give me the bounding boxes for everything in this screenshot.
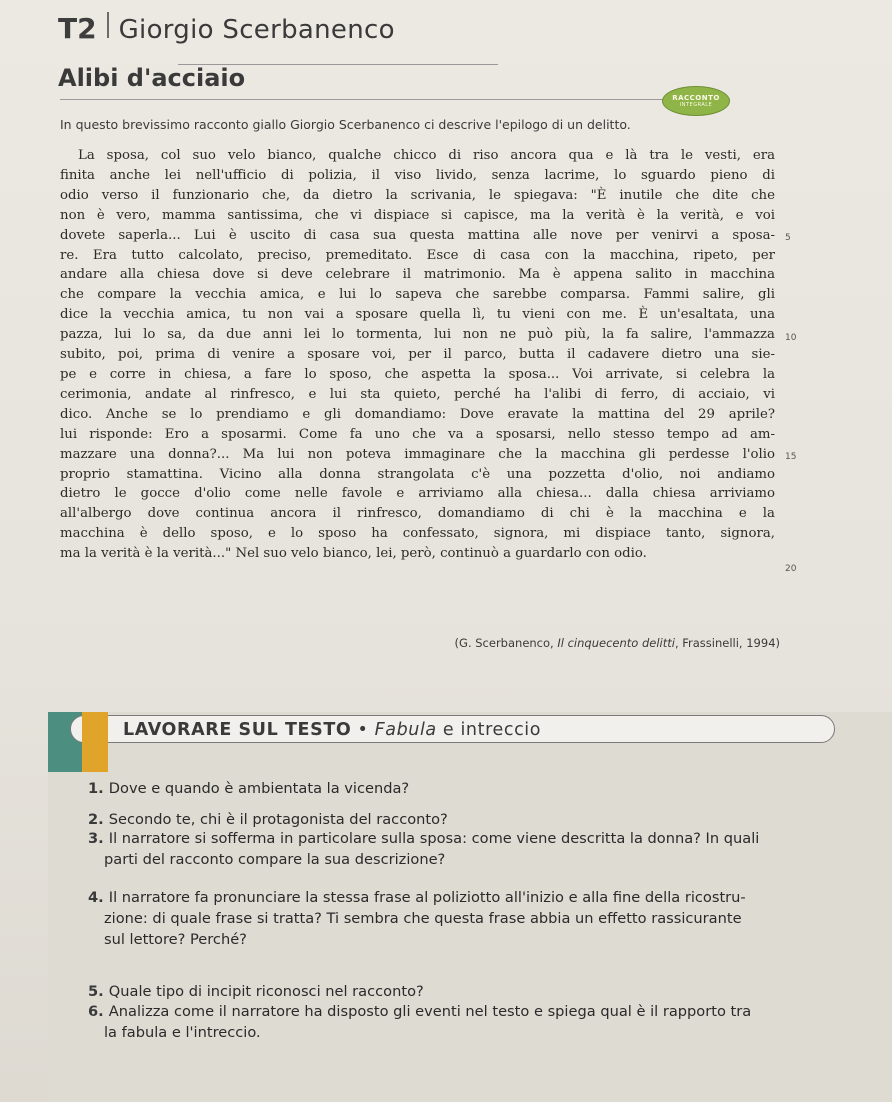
- exercise-question: [88, 887, 848, 950]
- story-text: [60, 146, 775, 564]
- story-line: ma la verità è la verità..." Nel suo velo bianco, lei, però, continuò a guardarlo con odio.: [60, 546, 647, 562]
- story-line: macchina è dello sposo, e lo sposo ha confessato, signora, mi dispiace tanto, signora,: [60, 526, 775, 542]
- line-number: 5: [785, 233, 791, 243]
- author-name: Giorgio Scerbanenco: [118, 15, 395, 45]
- exercise-question: [88, 778, 848, 799]
- question-text: zione: di quale frase si tratta? Ti sembra che questa frase abbia un effetto rassicurante: [104, 910, 742, 927]
- story-line: proprio stamattina. Vicino alla donna strangolata c'è una pozzetta d'olio, noi andiamo: [60, 466, 775, 482]
- question-number: 6.: [88, 1003, 109, 1020]
- story-line: dovete saperla... Lui è uscito di casa sua questa mattina alle nove per venirvi a sposa-: [60, 227, 775, 243]
- line-number: 15: [785, 452, 797, 462]
- story-line: re. Era tutto calcolato, preciso, premeditato. Esce di casa con la macchina, ripeto, per: [60, 247, 775, 263]
- exercise-question: [88, 981, 848, 1002]
- exercise-question: [88, 828, 848, 870]
- question-text: Il narratore fa pronunciare la stessa frase al poliziotto all'inizio e alla fine della ricostru-: [108, 889, 746, 906]
- question-text: la fabula e l'intreccio.: [104, 1024, 261, 1041]
- story-line: cerimonia, andate al rinfresco, e lui sta quieto, perché ha l'alibi di ferro, di acciaio, vi: [60, 386, 775, 402]
- unit-number: T2: [58, 12, 97, 45]
- story-line: pazza, lui lo sa, da due anni lei lo tormenta, lui non ne può più, la fa salire, l'ammazza: [60, 327, 775, 343]
- story-line: all'albergo dove continua ancora il rinfresco, domandiamo di chi è la macchina e la: [60, 506, 775, 522]
- intro-text: In questo brevissimo racconto giallo Giorgio Scerbanenco ci descrive l'epilogo di un delitto.: [60, 117, 631, 132]
- story-line: subito, poi, prima di venire a sposare voi, per il parco, butta il cadavere dietro una sie-: [60, 347, 775, 363]
- exercise-question: [88, 809, 848, 830]
- title-rule: [60, 99, 730, 100]
- source-citation: (G. Scerbanenco, Il cinquecento delitti, Frassinelli, 1994): [454, 636, 780, 650]
- exercise-question: [88, 1001, 848, 1043]
- question-number: 5.: [88, 983, 109, 1000]
- story-line: mazzare una donna?... Ma lui non poteva immaginare che la macchina gli perdesse l'olio: [60, 446, 775, 462]
- story-line: dice la vecchia amica, tu non vai a sposare quella lì, tu vieni con me. È un'esaltata, una: [60, 307, 775, 323]
- story-line: dietro le gocce d'olio come nelle favole e arriviamo alla chiesa... dalla chiesa arriviamo: [60, 486, 775, 502]
- header-separator: [107, 12, 109, 38]
- question-text: Dove e quando è ambientata la vicenda?: [108, 780, 410, 797]
- question-text: Secondo te, chi è il protagonista del racconto?: [108, 811, 448, 828]
- question-number: 1.: [88, 780, 109, 797]
- story-line: andare alla chiesa dove si deve celebrare il matrimonio. Ma è appena salito in macchina: [60, 267, 775, 283]
- story-line: lui risponde: Ero a sposarmi. Come fa uno che va a sposarsi, nello stesso tempo ad am-: [60, 426, 775, 442]
- question-number: 2.: [88, 811, 109, 828]
- line-number: 20: [785, 564, 797, 574]
- question-number: 4.: [88, 889, 109, 906]
- story-line: dico. Anche se lo prendiamo e gli domandiamo: Dove eravate la mattina del 29 aprile?: [60, 406, 775, 422]
- line-number: 10: [785, 333, 797, 343]
- story-line: non è vero, mamma santissima, che vi dispiace si capisce, ma la verità è la verità, e voi: [60, 207, 775, 223]
- question-text: Il narratore si sofferma in particolare sulla sposa: come viene descritta la donna? In quali: [108, 830, 760, 847]
- story-line: pe e corre in chiesa, a fare lo sposo, che aspetta la sposa... Voi arrivate, si celebra la: [60, 366, 775, 382]
- question-text: Analizza come il narratore ha disposto gli eventi nel testo e spiega qual è il rapporto tra: [108, 1003, 752, 1020]
- story-line: La sposa, col suo velo bianco, qualche chicco di riso ancora qua e là tra le vesti, era: [78, 148, 775, 163]
- question-text: sul lettore? Perché?: [104, 931, 247, 948]
- story-line: finita anche lei nell'ufficio di polizia, il viso livido, senza lacrime, lo sguardo pieno di: [60, 167, 775, 183]
- question-text: Quale tipo di incipit riconosci nel racconto?: [108, 983, 424, 1000]
- story-line: che compare la vecchia amica, e lui lo sapeva che sarebbe comparsa. Fammi salire, gli: [60, 287, 775, 303]
- exercises-title: LAVORARE SUL TESTO • Fabula e intreccio: [123, 720, 542, 740]
- racconto-integrale-badge: RACCONTO INTEGRALE: [662, 86, 730, 116]
- question-text: parti del racconto compare la sua descrizione?: [104, 851, 446, 868]
- story-title: Alibi d'acciaio: [58, 64, 246, 92]
- exercises-orange-tab: [82, 712, 108, 772]
- story-line: odio verso il funzionario che, da dietro la scrivania, le spiegava: "È inutile che dite che: [60, 187, 775, 203]
- question-number: 3.: [88, 830, 109, 847]
- section-header: [58, 12, 458, 92]
